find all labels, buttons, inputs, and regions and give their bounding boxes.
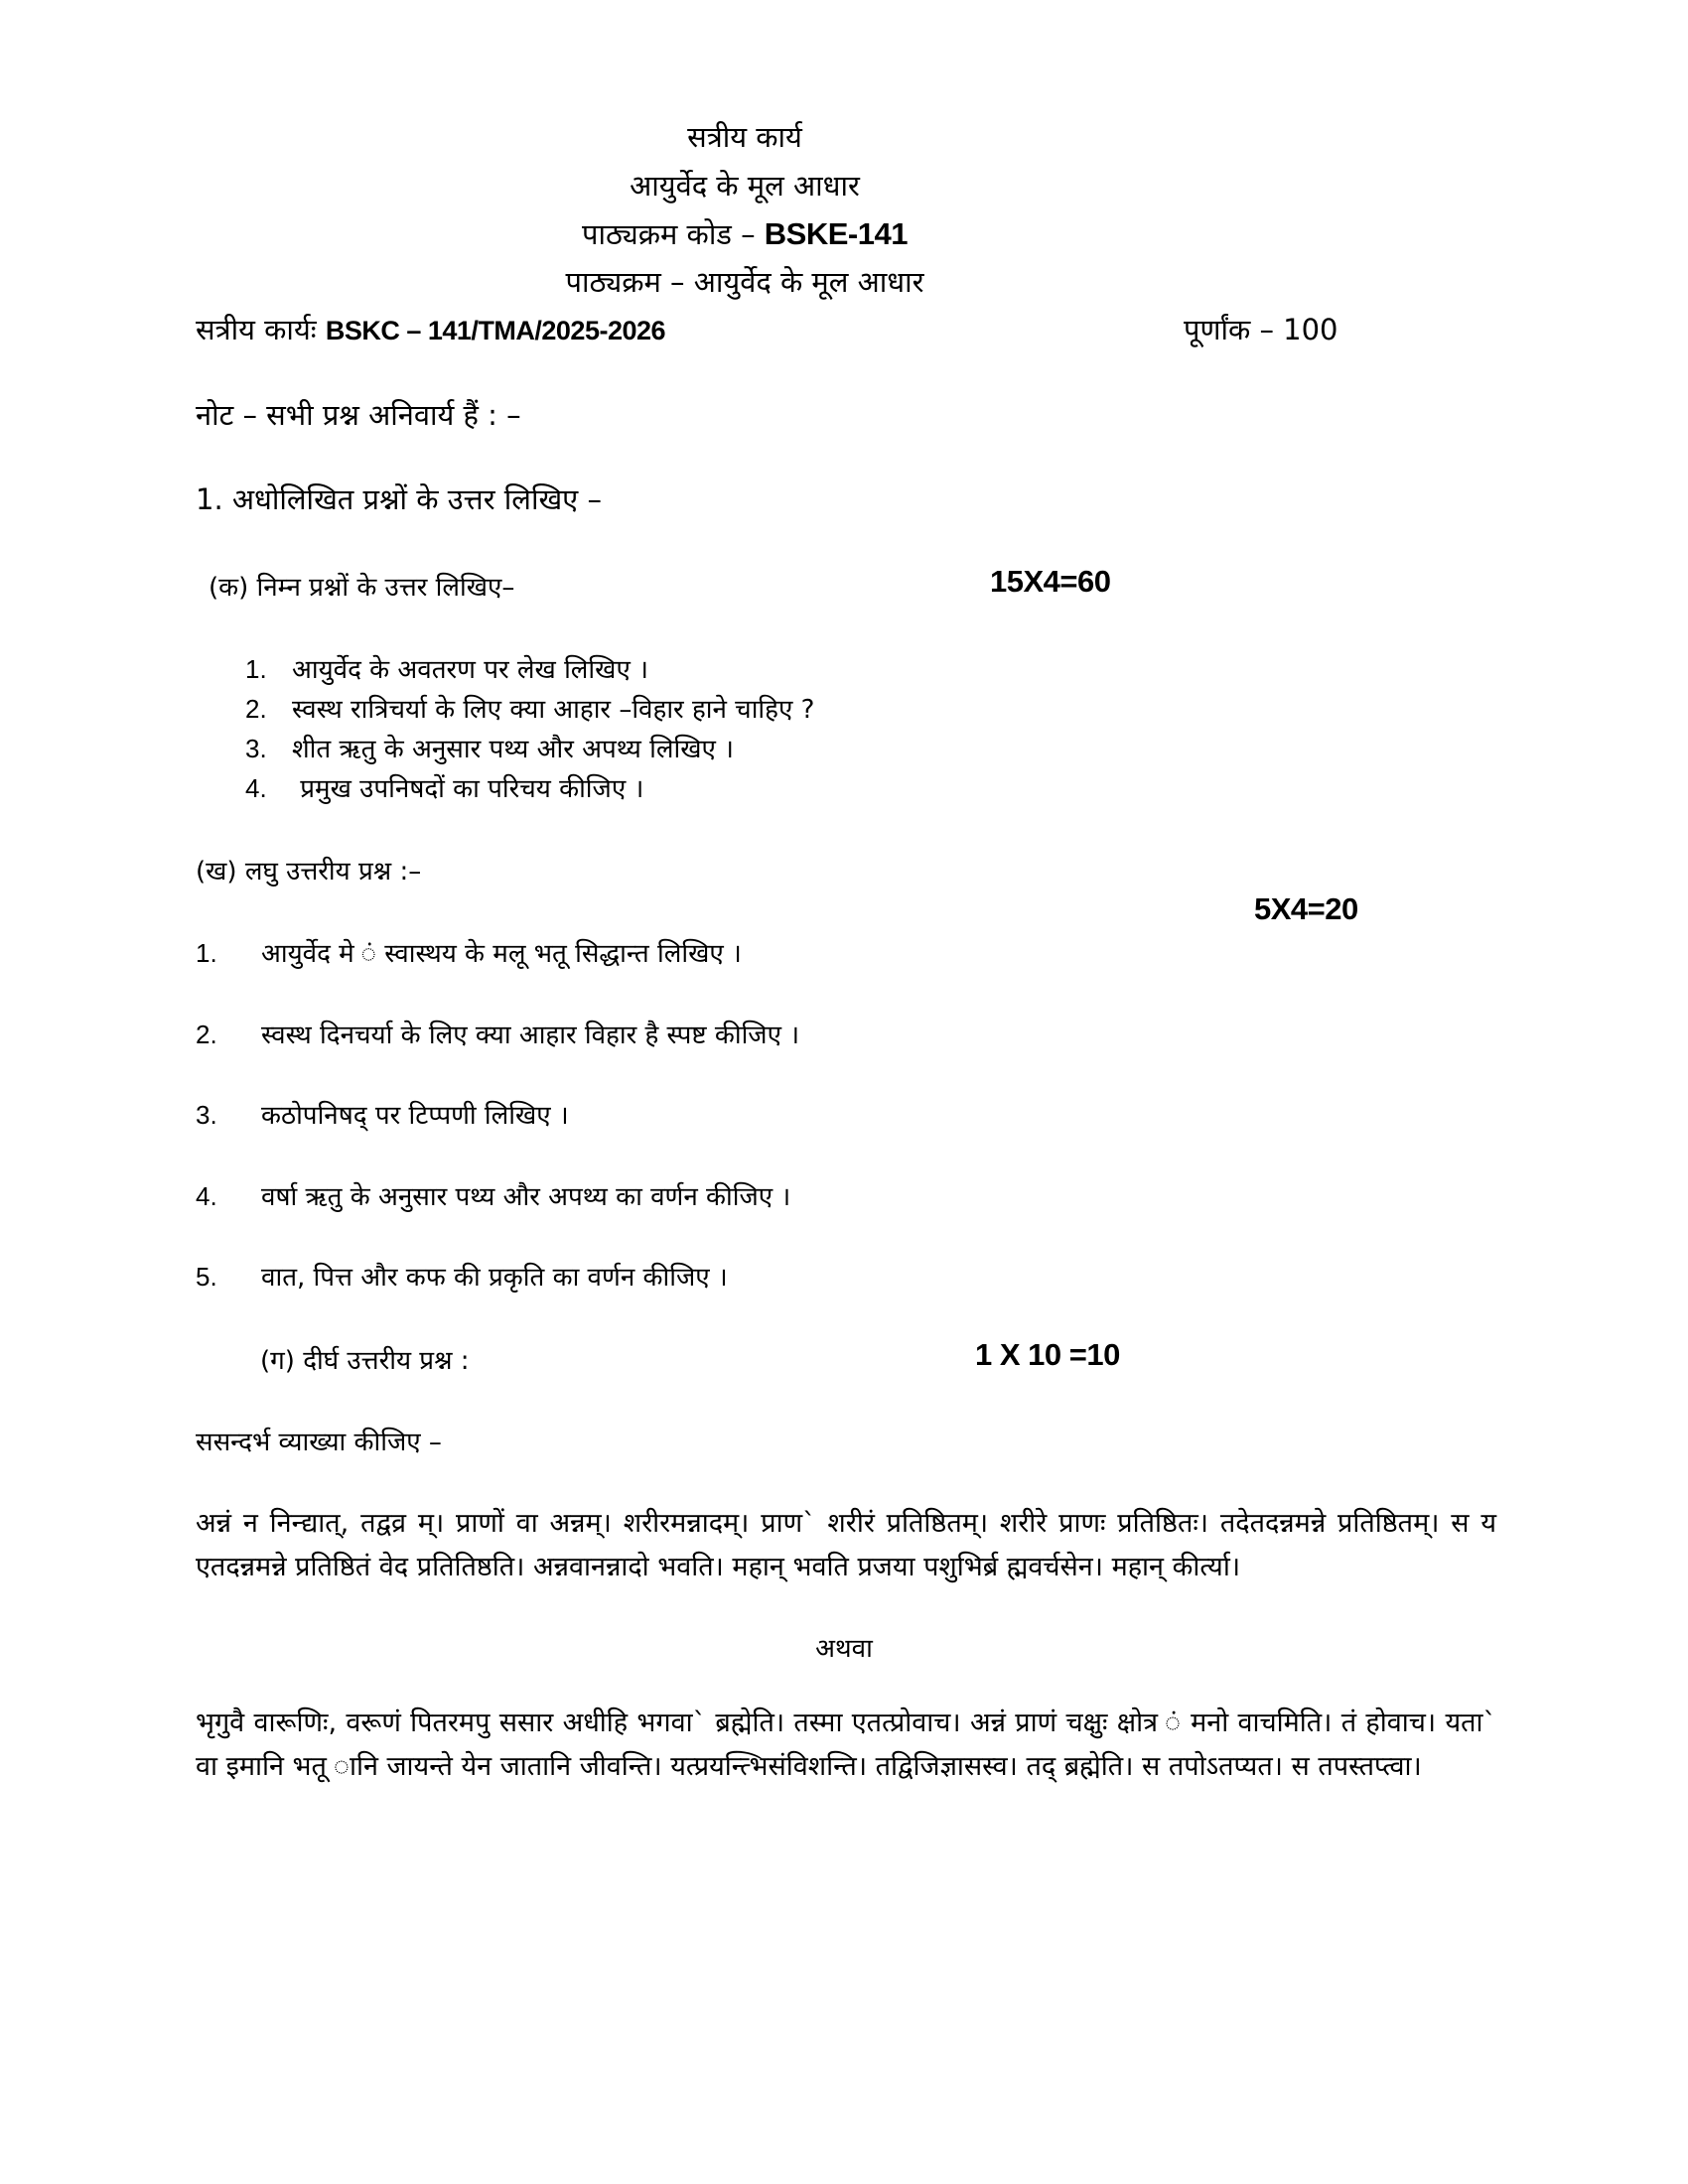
course-code-line (0, 214, 1489, 253)
course-code-label: पाठ्यक्रम कोड – (582, 217, 765, 251)
assignment-label: सत्रीय कार्यः (196, 313, 326, 346)
section-kha-marks: 5X4=20 (1254, 891, 1358, 926)
course-code: BSKE-141 (764, 216, 908, 251)
section-ga-instruction: ससन्दर्भ व्याख्या कीजिए – (196, 1428, 442, 1457)
section-kha-item: 1. आयुर्वेद मे ं स्वास्थय के मलू भतू सिद्धान्त लिखिए । (196, 938, 742, 969)
sanskrit-passage-2: भृगुवै वारूणिः, वरूणं पितरमपु ससार अधीहि भगवा` ब्रह्मेति। तस्मा एतत्प्रोवाच। अन्नं प्राणं चक्षुः क्षोत्र ं मनो वाचमिति। तं होवाच। यता` वा इमानि भतू ानि जायन्ते येन जातानि जीवन्ति। यत्प्रयन्त्भिसंविशन्ति। तद्विजिज्ञासस्व। तद् ब्रह्मेति। स तपोऽतप्यत। स तपस्तप्त्वा। (196, 1707, 1496, 1782)
section-kha-title: (ख) लघु उत्तरीय प्रश्न :– (196, 857, 422, 887)
section-ka-title: (क) निम्न प्रश्नों के उत्तर लिखिए– (209, 573, 515, 603)
doc-title: सत्रीय कार्य (687, 120, 802, 154)
section-kha-item: 4. वर्षा ऋतु के अनुसार पथ्य और अपथ्य का वर्णन कीजिए । (196, 1181, 791, 1212)
section-kha-item: 3. कठोपनिषद् पर टिप्पणी लिखिए । (196, 1100, 569, 1131)
section-ka-item: 4. प्रमुख उपनिषदों का परिचय कीजिए । (245, 773, 644, 804)
course-subject: आयुर्वेद के मूल आधार (630, 169, 860, 203)
section-kha-item: 2. स्वस्थ दिनचर्या के लिए क्या आहार विहार है स्पष्ट कीजिए । (196, 1020, 800, 1050)
section-ka-item: 1. आयुर्वेद के अवतरण पर लेख लिखिए । (245, 654, 648, 685)
max-marks: पूर्णांक – 100 (1184, 313, 1338, 346)
section-ka-marks: 15X4=60 (990, 564, 1111, 599)
section-ka-item: 2. स्वस्थ रात्रिचर्या के लिए क्या आहार –विहार हाने चाहिए ? (245, 694, 815, 725)
assignment-code-line (196, 310, 665, 348)
sanskrit-passage-1: अन्नं न निन्द्यात्, तद्वव्र म्। प्राणों वा अन्नम्। शरीरमन्नादम्। प्राण` शरीरं प्रतिष्ठितम्। शरीरे प्राणः प्रतिष्ठितः। तदेतदन्नमन्ने प्रतिष्ठितम्। स य एतदन्नमन्ने प्रतिष्ठितं वेद प्रतितिष्ठति। अन्नवानन्नादो भवति। महान् भवति प्रजया पशुभिर्ब्र ह्मवर्चसेन। महान् कीर्त्या। (196, 1508, 1496, 1582)
section-ga-marks: 1 X 10 =10 (975, 1337, 1120, 1372)
section-ga-title: (ग) दीर्घ उत्तरीय प्रश्न : (260, 1346, 470, 1376)
section-kha-item: 5. वात, पित्त और कफ की प्रकृति का वर्णन कीजिए । (196, 1262, 728, 1293)
section-ka-item: 3. शीत ऋतु के अनुसार पथ्य और अपथ्य लिखिए । (245, 734, 735, 764)
course-name-line: पाठ्यक्रम – आयुर्वेद के मूल आधार (565, 265, 924, 299)
note: नोट – सभी प्रश्न अनिवार्य हैं : – (196, 398, 521, 432)
question-1-heading: 1. अधोलिखित प्रश्नों के उत्तर लिखिए – (196, 482, 602, 516)
or-label: अथवा (815, 1634, 873, 1664)
assignment-code: BSKC – 141/TMA/2025-2026 (325, 316, 666, 345)
